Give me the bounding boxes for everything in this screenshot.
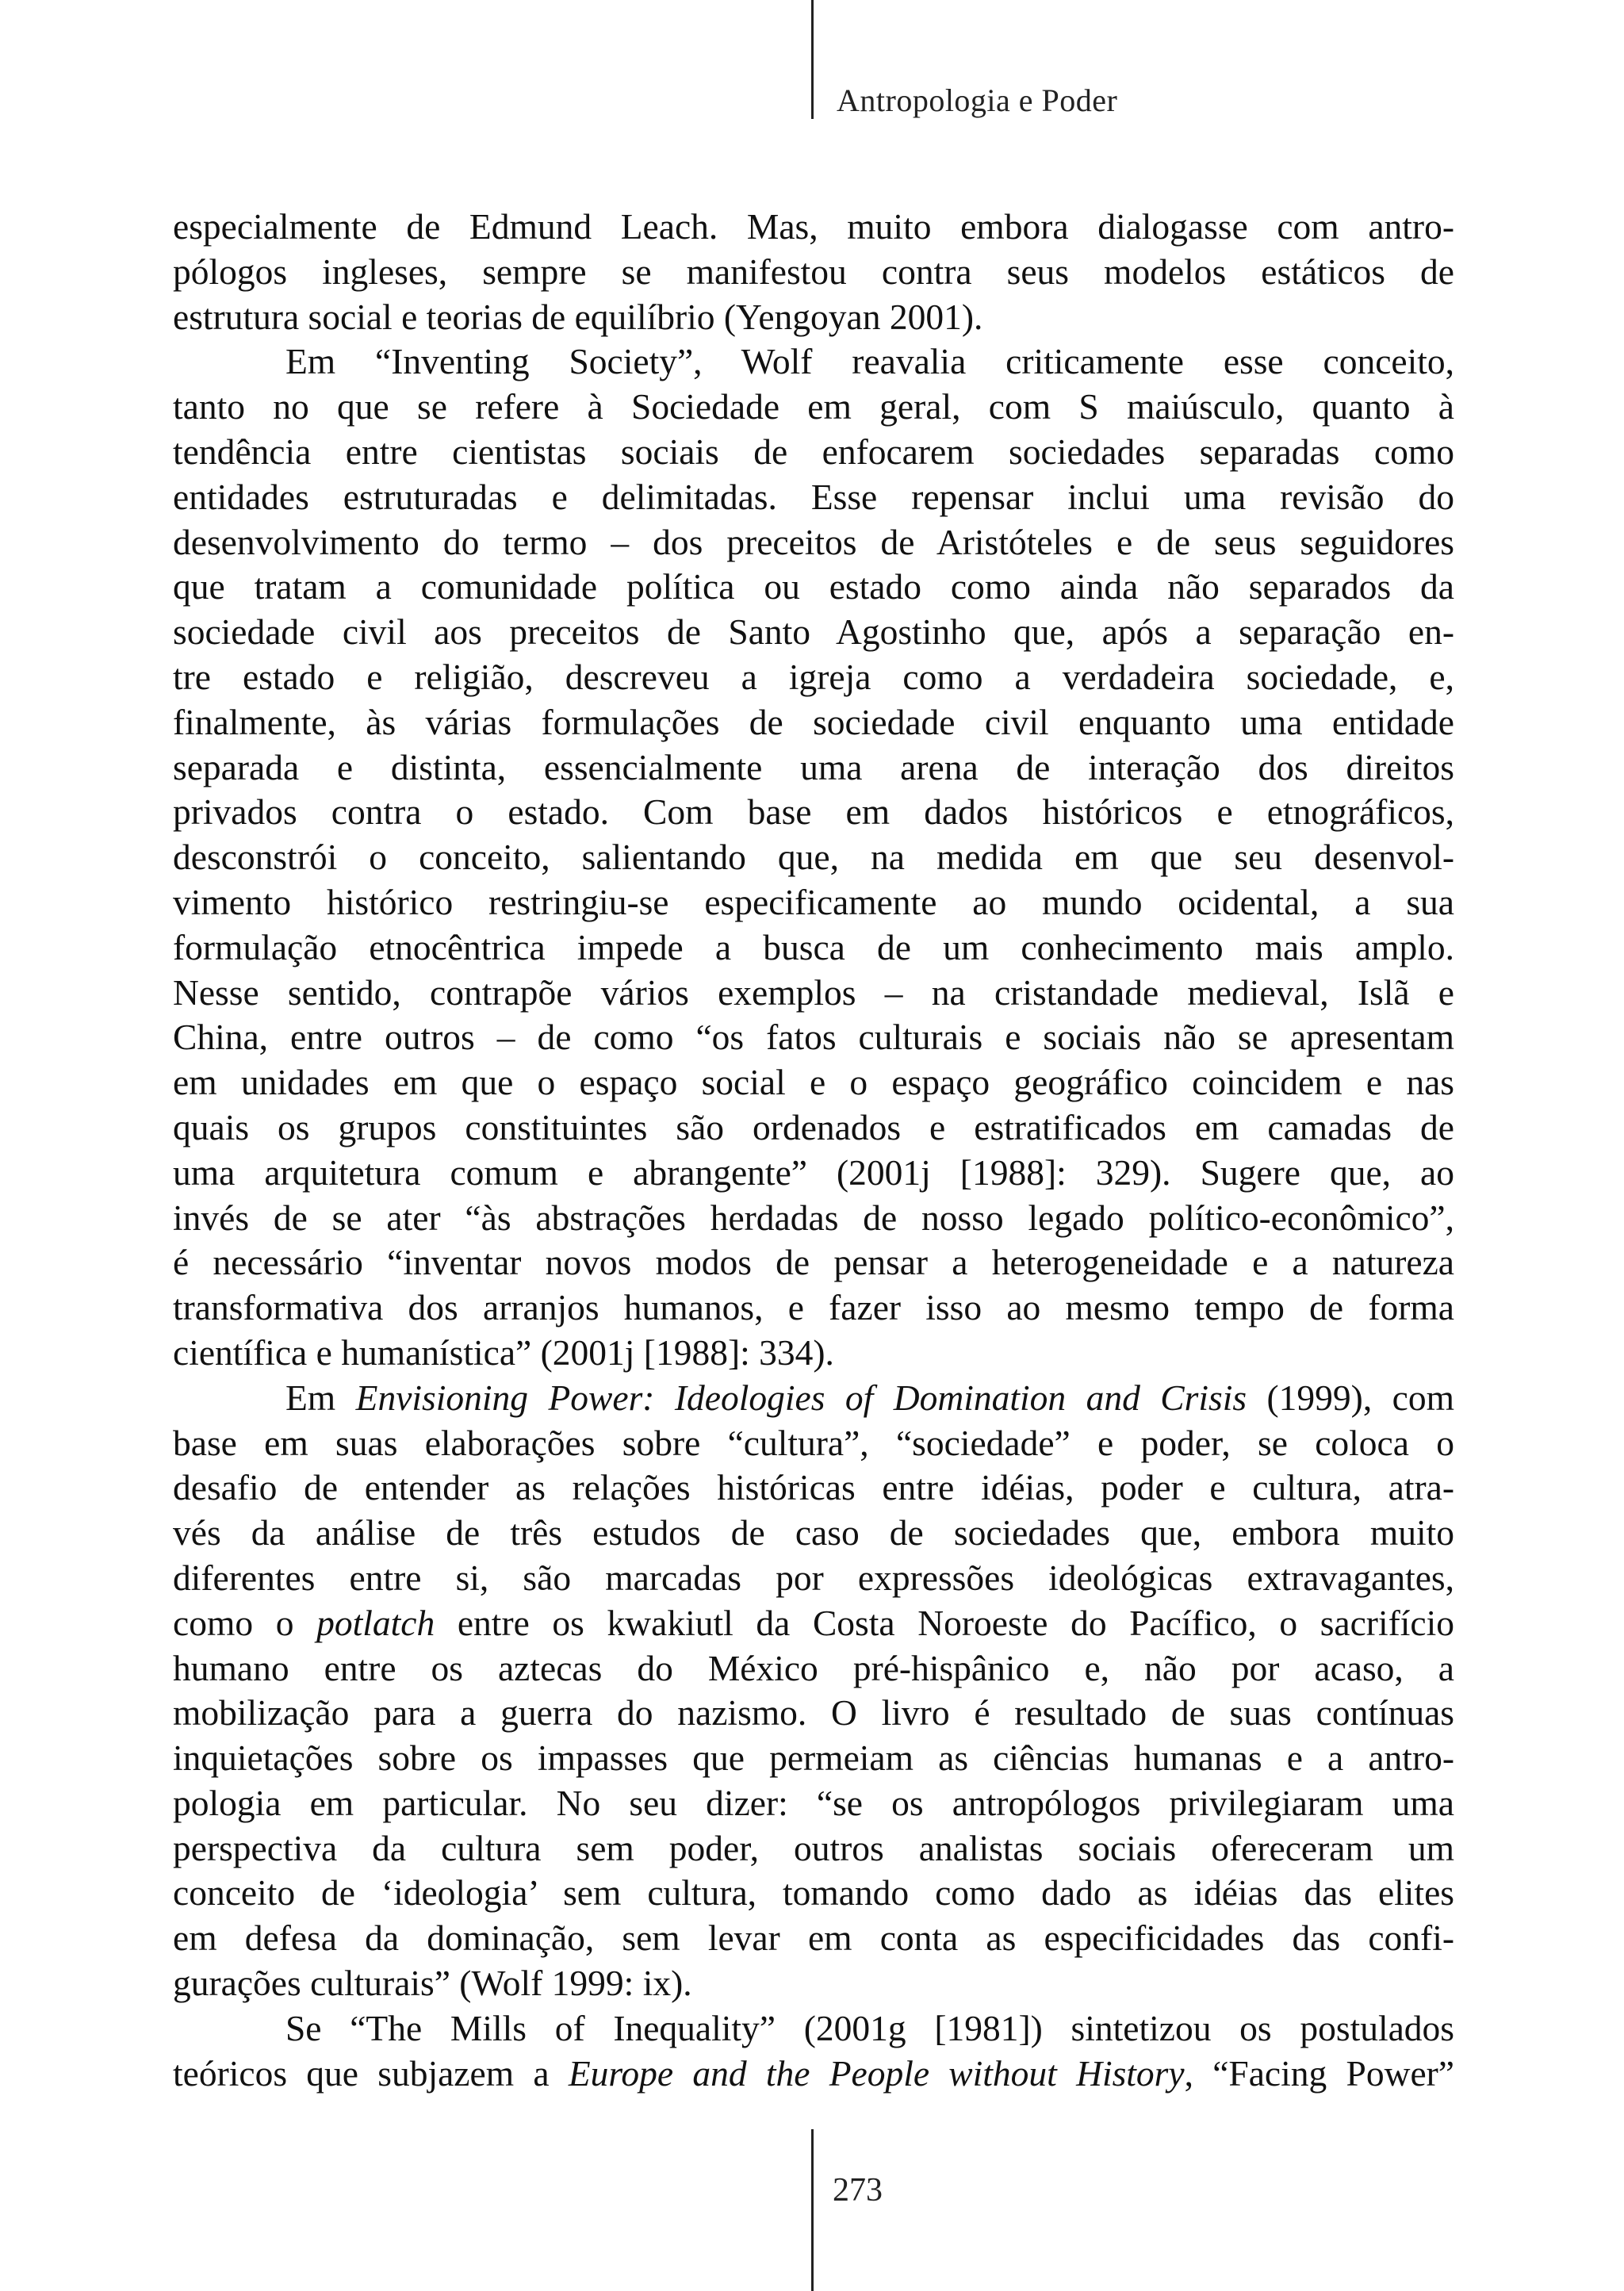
text-run: como o — [173, 1602, 317, 1643]
text-line: gurações culturais” (Wolf 1999: ix). — [173, 1963, 692, 2004]
text-line: mobilização para a guerra do nazismo. O livro é resultado de suas contínuas — [173, 1692, 1454, 1734]
text-line: em defesa da dominação, sem levar em conta as especificidades das confi- — [173, 1917, 1454, 1959]
text-line: que tratam a comunidade política ou estado como ainda não separados da — [173, 566, 1454, 607]
paragraph-3 — [173, 1376, 1454, 2006]
text-line — [173, 1376, 1454, 1421]
text-line — [173, 2052, 1454, 2097]
text-line: Se “The Mills of Inequality” (2001g [1981]) sintetizou os postulados — [285, 2007, 1454, 2048]
text-run: entre os kwakiutl da Costa Noroeste do Pacífico, o sacrifício — [435, 1602, 1454, 1643]
text-line: Em “Inventing Society”, Wolf reavalia criticamente esse conceito, — [285, 341, 1454, 382]
text-line: formulação etnocêntrica impede a busca de um conhecimento mais amplo. — [173, 926, 1454, 967]
text-run: teóricos que subjazem a — [173, 2052, 569, 2094]
text-line: tendência entre cientistas sociais de enfocarem sociedades separadas como — [173, 431, 1454, 472]
text-line: Nesse sentido, contrapõe vários exemplos – na cristandade medieval, Islã e — [173, 971, 1454, 1013]
text-line: transformativa dos arranjos humanos, e fazer isso ao mesmo tempo de forma — [173, 1287, 1454, 1328]
text-run: , “Facing Power” — [1184, 2052, 1454, 2094]
text-line: inquietações sobre os impasses que permeiam as ciências humanas e a antro- — [173, 1737, 1454, 1779]
text-line: desafio de entender as relações históricas entre idéias, poder e cultura, atra- — [173, 1467, 1454, 1508]
book-title: Envisioning Power: Ideologies of Domination and Crisis — [355, 1377, 1247, 1418]
text-line: pologia em particular. No seu dizer: “se os antropólogos privilegiaram uma — [173, 1782, 1454, 1823]
text-line: conceito de ‘ideologia’ sem cultura, tomando como dado as idéias das elites — [173, 1872, 1454, 1914]
text-line: diferentes entre si, são marcadas por expressões ideológicas extravagantes, — [173, 1557, 1454, 1598]
header-divider — [811, 0, 814, 119]
text-line: humano entre os aztecas do México pré-hispânico e, não por acaso, a — [173, 1647, 1454, 1688]
text-line: perspectiva da cultura sem poder, outros analistas sociais ofereceram um — [173, 1827, 1454, 1868]
text-line: vimento histórico restringiu-se especificamente ao mundo ocidental, a sua — [173, 881, 1454, 922]
text-line: em unidades em que o espaço social e o espaço geográfico coincidem e nas — [173, 1062, 1454, 1103]
text-line: desconstrói o conceito, salientando que, na medida em que seu desenvol- — [173, 837, 1454, 878]
text-line: uma arquitetura comum e abrangente” (2001j [1988]: 329). Sugere que, ao — [173, 1151, 1454, 1193]
text-line — [173, 1601, 1454, 1646]
text-line: entidades estruturadas e delimitadas. Esse repensar inclui uma revisão do — [173, 476, 1454, 517]
paragraph-2 — [173, 339, 1454, 1375]
text-line: científica e humanística” (2001j [1988]: 334). — [173, 1331, 834, 1373]
text-line: vés da análise de três estudos de caso de sociedades que, embora muito — [173, 1512, 1454, 1554]
running-title: Antropologia e Poder — [837, 82, 1118, 118]
text-line: base em suas elaborações sobre “cultura”, “sociedade” e poder, se coloca o — [173, 1422, 1454, 1463]
footer-divider — [811, 2129, 814, 2291]
book-title: Europe and the People without History — [568, 2052, 1185, 2094]
italic-term: potlatch — [316, 1602, 435, 1643]
text-line: é necessário “inventar novos modos de pensar a heterogeneidade e a natureza — [173, 1242, 1454, 1283]
text-line: pólogos ingleses, sempre se manifestou contra seus modelos estáticos de — [173, 251, 1454, 292]
body-text — [173, 205, 1454, 2096]
text-line: separada e distinta, essencialmente uma arena de interação dos direitos — [173, 746, 1454, 787]
text-line: quais os grupos constituintes são ordenados e estratificados em camadas de — [173, 1106, 1454, 1147]
text-run: Em — [285, 1377, 356, 1418]
text-line: especialmente de Edmund Leach. Mas, muito embora dialogasse com antro- — [173, 206, 1454, 247]
text-line: desenvolvimento do termo – dos preceitos de Aristóteles e de seus seguidores — [173, 521, 1454, 562]
text-run: (1999), com — [1247, 1377, 1455, 1418]
paragraph-4 — [173, 2006, 1454, 2097]
text-line: invés de se ater “às abstrações herdadas de nosso legado político-econômico”, — [173, 1197, 1454, 1238]
text-line: sociedade civil aos preceitos de Santo Agostinho que, após a separação en- — [173, 611, 1454, 653]
text-line: tre estado e religião, descreveu a igreja como a verdadeira sociedade, e, — [173, 656, 1454, 697]
text-line: finalmente, às várias formulações de sociedade civil enquanto uma entidade — [173, 701, 1454, 742]
text-line: tanto no que se refere à Sociedade em geral, com S maiúsculo, quanto à — [173, 386, 1454, 427]
paragraph-1 — [173, 205, 1454, 339]
text-line: estrutura social e teorias de equilíbrio (Yengoyan 2001). — [173, 296, 983, 337]
text-line: privados contra o estado. Com base em dados históricos e etnográficos, — [173, 791, 1454, 833]
page-number: 273 — [833, 2172, 883, 2209]
text-line: China, entre outros – de como “os fatos culturais e sociais não se apresentam — [173, 1017, 1454, 1058]
